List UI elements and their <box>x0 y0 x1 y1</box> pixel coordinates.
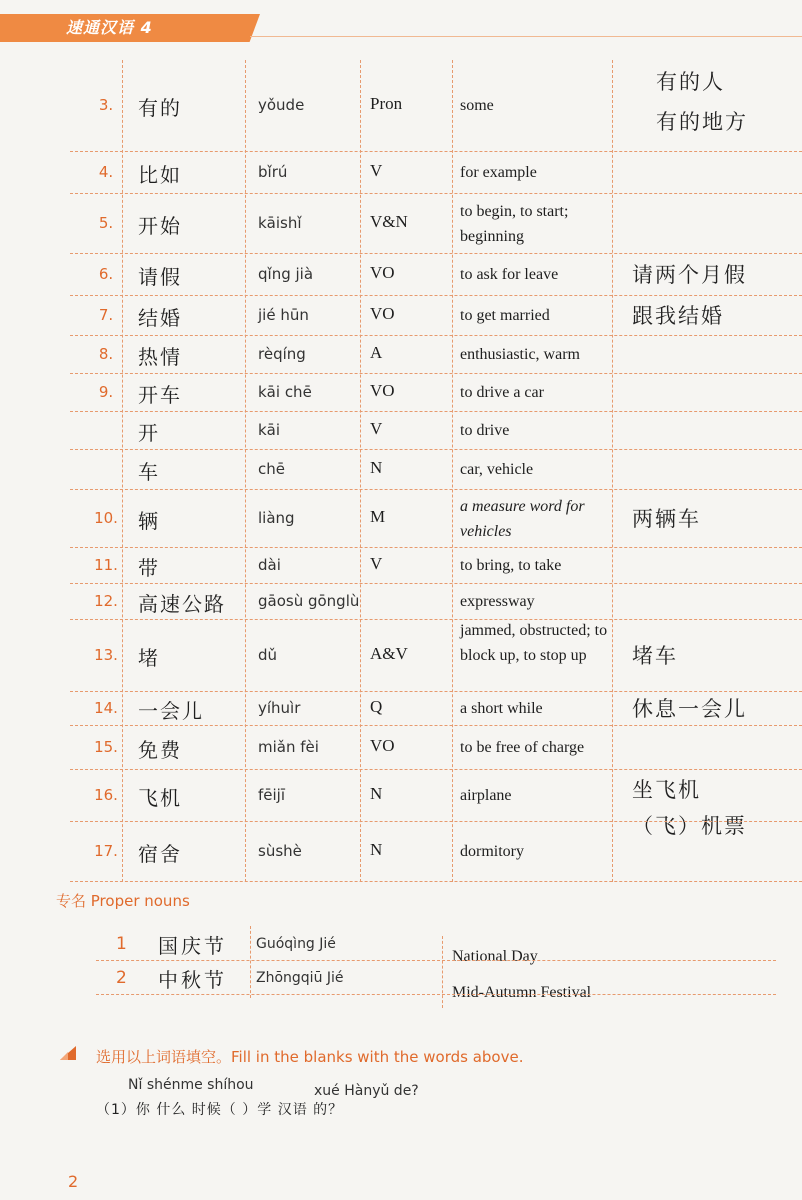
entry-pinyin: bǐrú <box>258 163 288 181</box>
entry-part-of-speech: Q <box>370 697 383 716</box>
page-number: 2 <box>68 1172 79 1191</box>
entry-pinyin: rèqíng <box>258 345 306 363</box>
entry-pinyin: kāi <box>258 421 281 439</box>
entry-english: a short while <box>460 700 543 717</box>
entry-part-of-speech: M <box>370 507 386 526</box>
entry-hanzi: 带 <box>138 556 160 580</box>
proper-nouns-title: 专名 Proper nouns <box>56 892 190 910</box>
entry-number: 16. <box>94 786 118 804</box>
proper-noun-number: 2 <box>116 968 127 988</box>
book-title: 速通汉语 4 <box>66 18 153 37</box>
row-divider <box>70 881 802 882</box>
entry-hanzi: 辆 <box>138 509 160 533</box>
entry-pinyin: liàng <box>258 509 295 527</box>
entry-english: to get married <box>460 307 550 324</box>
vocab-row <box>0 194 802 254</box>
entry-hanzi: 堵 <box>138 646 160 670</box>
entry-pinyin: kāi chē <box>258 383 312 401</box>
vocab-row <box>0 152 802 194</box>
entry-part-of-speech: V&N <box>370 212 408 231</box>
vocab-row <box>0 296 802 336</box>
entry-number: 15. <box>94 738 118 756</box>
entry-english: to be free of charge <box>460 739 585 756</box>
entry-number: 10. <box>94 509 118 527</box>
entry-english: airplane <box>460 787 512 804</box>
vocab-row <box>0 450 802 490</box>
entry-pinyin: yǒude <box>258 96 305 114</box>
entry-pinyin: gāosù gōnglù <box>258 592 360 610</box>
entry-hanzi: 结婚 <box>138 306 182 330</box>
entry-pinyin: jié hūn <box>258 306 309 324</box>
exercise-pinyin-2: xué Hànyǔ de? <box>314 1083 419 1099</box>
vocab-row <box>0 822 802 882</box>
proper-noun-number: 1 <box>116 934 127 954</box>
entry-part-of-speech: VO <box>370 304 395 323</box>
entry-pinyin: miǎn fèi <box>258 738 319 756</box>
proper-noun-divider <box>96 994 776 995</box>
entry-english: to ask for leave <box>460 266 559 283</box>
entry-example-note: 休息一会儿 <box>632 697 747 721</box>
exercise-instruction: 选用以上词语填空。Fill in the blanks with the words above. <box>96 1048 524 1066</box>
entry-pinyin: dài <box>258 556 281 574</box>
entry-english: a measure word for vehicles <box>460 498 585 540</box>
entry-number: 13. <box>94 646 118 664</box>
entry-part-of-speech: V <box>370 554 383 573</box>
entry-number: 11. <box>94 556 118 574</box>
proper-noun-pinyin: Zhōngqiū Jié <box>256 970 344 986</box>
vocab-row <box>0 620 802 692</box>
entry-example-note: 跟我结婚 <box>632 304 724 328</box>
entry-hanzi: 热情 <box>138 345 182 369</box>
vocab-row <box>0 60 802 152</box>
exercise-pinyin-1: Nǐ shénme shíhou <box>128 1077 254 1093</box>
entry-english: to drive a car <box>460 384 544 401</box>
proper-noun-pinyin: Guóqìng Jié <box>256 936 336 952</box>
entry-example-note: 有的地方 <box>656 110 748 134</box>
vocab-row <box>0 336 802 374</box>
entry-number: 12. <box>94 592 118 610</box>
entry-part-of-speech: VO <box>370 381 395 400</box>
entry-example-note: 堵车 <box>632 644 678 668</box>
entry-hanzi: 高速公路 <box>138 592 226 616</box>
entry-part-of-speech: V <box>370 161 383 180</box>
proper-noun-english: Mid-Autumn Festival <box>452 984 592 1001</box>
entry-part-of-speech: V <box>370 419 383 438</box>
entry-number: 14. <box>94 699 118 717</box>
entry-pinyin: yíhuìr <box>258 699 301 717</box>
entry-number: 5. <box>98 214 114 232</box>
entry-part-of-speech: A <box>370 343 383 362</box>
entry-hanzi: 免费 <box>138 738 182 762</box>
entry-pinyin: fēijī <box>258 786 286 804</box>
entry-part-of-speech: N <box>370 784 383 803</box>
exercise-triangle-icon <box>60 1046 76 1060</box>
entry-number: 17. <box>94 842 118 860</box>
vocab-row <box>0 692 802 726</box>
vocab-row <box>0 490 802 548</box>
entry-part-of-speech: A&V <box>370 644 408 663</box>
entry-pinyin: qǐng jià <box>258 265 314 283</box>
entry-hanzi: 飞机 <box>138 786 182 810</box>
entry-english: jammed, obstructed; to block up, to stop up <box>460 622 608 664</box>
entry-english: to begin, to start; beginning <box>460 203 569 245</box>
entry-hanzi: 宿舍 <box>138 842 182 866</box>
entry-number: 4. <box>98 163 114 181</box>
vocab-row <box>0 584 802 620</box>
vocab-row <box>0 770 802 838</box>
entry-number: 9. <box>98 383 114 401</box>
entry-hanzi: 比如 <box>138 163 182 187</box>
exercise-sentence-1: （1）你 什么 时候（ ）学 汉语 的？ <box>96 1102 344 1118</box>
proper-noun-hanzi: 中秋节 <box>158 968 227 992</box>
vocab-row <box>0 374 802 412</box>
proper-noun-divider <box>96 960 776 961</box>
entry-part-of-speech: VO <box>370 736 395 755</box>
entry-part-of-speech: VO <box>370 263 395 282</box>
entry-part-of-speech: N <box>370 458 383 477</box>
entry-english: dormitory <box>460 843 524 860</box>
entry-example-note: 两辆车 <box>632 507 701 531</box>
entry-pinyin: chē <box>258 460 285 478</box>
entry-number: 3. <box>98 96 114 114</box>
entry-hanzi: 一会儿 <box>138 699 204 723</box>
proper-noun-divider <box>442 936 443 1008</box>
vocab-row <box>0 548 802 584</box>
entry-hanzi: 请假 <box>138 265 182 289</box>
entry-example-note: 有的人 <box>656 70 725 94</box>
proper-noun-english: National Day <box>452 948 538 965</box>
entry-part-of-speech: N <box>370 840 383 859</box>
entry-part-of-speech: Pron <box>370 94 403 113</box>
proper-noun-hanzi: 国庆节 <box>158 934 227 958</box>
entry-pinyin: sùshè <box>258 842 302 860</box>
entry-english: some <box>460 97 494 114</box>
vocab-row <box>0 412 802 450</box>
proper-noun-divider <box>250 926 251 998</box>
entry-hanzi: 有的 <box>138 96 182 120</box>
entry-english: expressway <box>460 593 535 610</box>
entry-english: to drive <box>460 422 510 439</box>
entry-example-note: （飞）机票 <box>632 814 747 838</box>
entry-pinyin: kāishǐ <box>258 214 302 232</box>
vocab-row <box>0 254 802 296</box>
entry-pinyin: dǔ <box>258 646 278 664</box>
entry-hanzi: 车 <box>138 460 160 484</box>
entry-english: enthusiastic, warm <box>460 346 580 363</box>
entry-english: to bring, to take <box>460 557 562 574</box>
entry-english: for example <box>460 164 537 181</box>
entry-example-note: 请两个月假 <box>632 263 747 287</box>
entry-example-note: 坐飞机 <box>632 778 701 802</box>
entry-number: 7. <box>98 306 114 324</box>
entry-number: 6. <box>98 265 114 283</box>
entry-number: 8. <box>98 345 114 363</box>
entry-hanzi: 开 <box>138 421 160 445</box>
entry-hanzi: 开始 <box>138 214 182 238</box>
entry-hanzi: 开车 <box>138 383 182 407</box>
entry-english: car, vehicle <box>460 461 534 478</box>
vocab-row <box>0 726 802 770</box>
